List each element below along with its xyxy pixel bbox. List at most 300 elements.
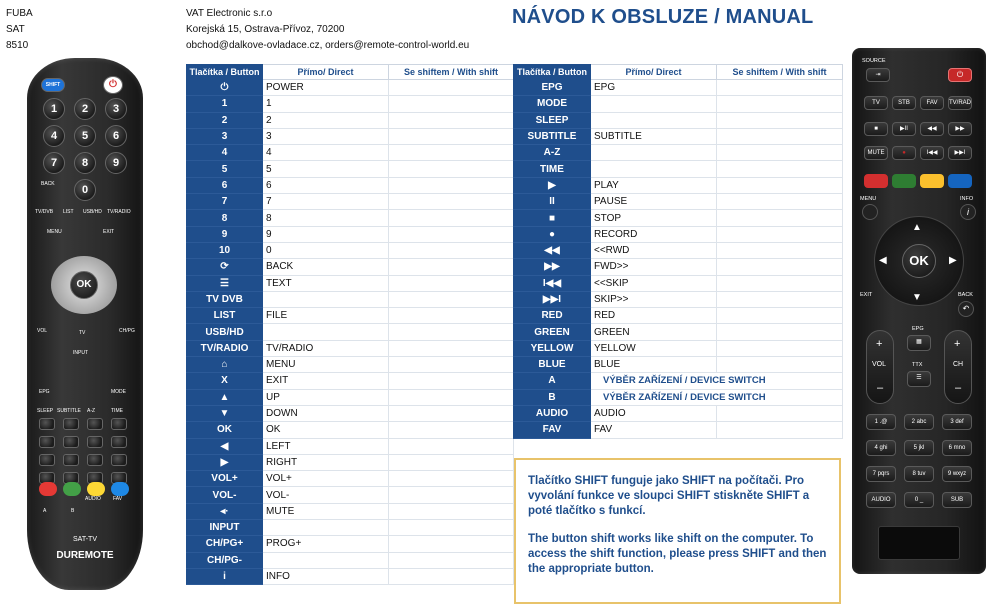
epg-label: EPG	[912, 326, 924, 332]
color-key-2	[87, 482, 105, 496]
color-key-0	[39, 482, 57, 496]
vol-label: VOL	[37, 328, 48, 334]
direct-cell: UP	[263, 389, 389, 405]
table-row	[514, 422, 843, 438]
direct-cell: INFO	[263, 568, 389, 584]
table-row	[514, 373, 843, 389]
direct-cell: 9	[263, 226, 389, 242]
table-row	[187, 177, 514, 193]
shift-cell	[717, 405, 843, 421]
sleep-label: SLEEP	[37, 408, 54, 414]
button-cell: SLEEP	[514, 112, 591, 128]
color-key-3	[111, 482, 129, 496]
button-cell: 10	[187, 242, 263, 258]
button-cell: ⟳	[187, 259, 263, 275]
direct-cell: <<SKIP	[591, 275, 717, 291]
ch-label: CH	[953, 361, 964, 368]
shift-cell	[389, 161, 514, 177]
button-cell: ⏻	[187, 80, 263, 96]
button-cell: VOL+	[187, 471, 263, 487]
fav-label: FAV	[113, 496, 123, 502]
shift-cell	[389, 194, 514, 210]
notice-czech: Tlačítko SHIFT funguje jako SHIFT na počítači. Pro vyvolání funkce ve sloupci SHIFT stiskněte SHIFT a poté tlačítko s funkcí.	[528, 475, 810, 517]
direct-cell	[263, 324, 389, 340]
direct-cell: PLAY	[591, 177, 717, 193]
small-button	[87, 436, 103, 448]
table-row	[514, 389, 843, 405]
shift-cell	[389, 145, 514, 161]
button-cell: ⌂	[187, 357, 263, 373]
shift-cell	[717, 340, 843, 356]
direct-cell: AUDIO	[591, 405, 717, 421]
table-row	[514, 405, 843, 421]
audio-label: AUDIO	[85, 496, 101, 502]
button-cell: B	[514, 389, 591, 405]
brand-label: DUREMOTE	[56, 550, 114, 561]
media-key: ●	[892, 146, 916, 160]
direct-cell	[263, 552, 389, 568]
direct-cell: FAV	[591, 422, 717, 438]
button-cell: TV/RADIO	[187, 340, 263, 356]
ttx-button: ☰	[907, 371, 931, 387]
table-row	[187, 161, 514, 177]
brand-line: FUBA	[6, 8, 33, 19]
table-row	[187, 128, 514, 144]
small-button	[39, 436, 55, 448]
button-cell: II	[514, 194, 591, 210]
button-cell: I◀◀	[514, 275, 591, 291]
up-arrow-icon: ▲	[912, 222, 922, 233]
input-label: INPUT	[73, 350, 88, 356]
header-shift: Se shiftem / With shift	[389, 65, 514, 80]
color-key-3	[948, 174, 972, 188]
direct-cell	[591, 112, 717, 128]
table-row	[514, 128, 843, 144]
vol-label: VOL	[872, 361, 887, 368]
direct-cell: <<RWD	[591, 242, 717, 258]
direct-cell: 8	[263, 210, 389, 226]
direct-cell: 1	[263, 96, 389, 112]
header-button: Tlačítka / Button	[187, 65, 263, 80]
shift-cell	[389, 405, 514, 421]
button-cell: 1	[187, 96, 263, 112]
notice-english: The button shift works like shift on the computer. To access the shift function, please press SHIFT and then the appropriate button.	[528, 533, 827, 575]
direct-cell: DOWN	[263, 405, 389, 421]
shift-cell	[389, 454, 514, 470]
table-row	[187, 438, 514, 454]
table-row	[187, 422, 514, 438]
menu-label: MENU	[860, 196, 877, 202]
epg-label: EPG	[39, 389, 50, 395]
button-cell: 3	[187, 128, 263, 144]
shift-cell	[717, 422, 843, 438]
button-cell: 6	[187, 177, 263, 193]
table-row	[514, 259, 843, 275]
shift-cell	[717, 96, 843, 112]
direct-cell: YELLOW	[591, 340, 717, 356]
mode-key-1: STB	[892, 96, 916, 110]
direct-cell: POWER	[263, 80, 389, 96]
vendor-name: VAT Electronic s.r.o	[186, 8, 273, 19]
back-icon: ↶	[958, 301, 974, 317]
small-button	[63, 418, 79, 430]
tvdvb-label: TV/DVB	[35, 209, 54, 215]
button-cell: 8	[187, 210, 263, 226]
button-cell: ◀	[187, 438, 263, 454]
digit-key-7: 7 pqrs	[866, 466, 896, 482]
button-table-right	[513, 64, 843, 439]
direct-cell: VOL-	[263, 487, 389, 503]
button-cell: LIST	[187, 308, 263, 324]
ch-plus: +	[954, 338, 961, 350]
button-cell: USB/HD	[187, 324, 263, 340]
table-row	[187, 291, 514, 307]
model-line: 8510	[6, 40, 29, 51]
audio-key: AUDIO	[866, 492, 896, 508]
table-row	[514, 340, 843, 356]
table-row	[187, 520, 514, 536]
button-cell: 7	[187, 194, 263, 210]
button-cell: TV DVB	[187, 291, 263, 307]
table-header	[514, 65, 843, 80]
button-cell: i	[187, 568, 263, 584]
table-row	[187, 389, 514, 405]
shift-cell	[389, 210, 514, 226]
color-key-1	[892, 174, 916, 188]
shift-cell	[717, 242, 843, 258]
time-label: TIME	[111, 408, 123, 414]
direct-cell: MUTE	[263, 503, 389, 519]
table-row	[514, 177, 843, 193]
direct-cell: EPG	[591, 80, 717, 96]
digit-key-4: 4 ghi	[866, 440, 896, 456]
table-row	[514, 226, 843, 242]
shift-cell	[389, 259, 514, 275]
ch-label: CH/PG	[119, 328, 135, 334]
shift-cell	[717, 210, 843, 226]
button-cell: INPUT	[187, 520, 263, 536]
table-row	[187, 568, 514, 584]
mute-button: MUTE	[864, 146, 888, 160]
button-cell: RED	[514, 308, 591, 324]
ttx-label: TTX	[912, 362, 923, 368]
shift-cell	[389, 308, 514, 324]
small-button	[39, 418, 55, 430]
table-row	[514, 308, 843, 324]
vendor-info	[186, 6, 469, 54]
sub-key: SUB	[942, 492, 972, 508]
digit-key-1: 1 .@	[866, 414, 896, 430]
direct-cell: RECORD	[591, 226, 717, 242]
vendor-address: Korejská 15, Ostrava-Přívoz, 70200	[186, 24, 345, 35]
direct-cell	[263, 291, 389, 307]
color-key-2	[920, 174, 944, 188]
epg-button: ▦	[907, 335, 931, 351]
button-cell: ▼	[187, 405, 263, 421]
table-row	[514, 275, 843, 291]
table-row	[514, 80, 843, 96]
shift-cell	[717, 194, 843, 210]
vendor-emails: obchod@dalkove-ovladace.cz, orders@remote-control-world.eu	[186, 40, 470, 51]
shift-cell	[389, 275, 514, 291]
exit-label: EXIT	[103, 229, 115, 235]
table-row	[187, 454, 514, 470]
menu-button	[862, 204, 878, 220]
table-row	[187, 373, 514, 389]
direct-cell: RIGHT	[263, 454, 389, 470]
table-body-right	[514, 80, 843, 439]
digit-button-7: 7	[43, 152, 65, 174]
left-arrow-icon: ◀	[879, 255, 887, 266]
table-row	[187, 503, 514, 519]
shift-cell	[389, 487, 514, 503]
direct-cell: PROG+	[263, 536, 389, 552]
back-label: BACK	[41, 181, 55, 187]
button-cell: BLUE	[514, 357, 591, 373]
digit-button-8: 8	[74, 152, 96, 174]
header-direct: Přímo/ Direct	[263, 65, 389, 80]
remote-right-image	[852, 48, 986, 574]
tvradio-label: TV/RADIO	[107, 209, 131, 215]
media-key: I◀◀	[920, 146, 944, 160]
direct-cell: 4	[263, 145, 389, 161]
digit-button-4: 4	[43, 125, 65, 147]
shift-cell	[389, 503, 514, 519]
direct-cell: BACK	[263, 259, 389, 275]
button-cell: SUBTITLE	[514, 128, 591, 144]
shift-cell	[389, 242, 514, 258]
button-cell: X	[187, 373, 263, 389]
direct-cell: TEXT	[263, 275, 389, 291]
ok-button: OK	[70, 271, 98, 299]
table-row	[514, 357, 843, 373]
button-cell: TIME	[514, 161, 591, 177]
media-key: ■	[864, 122, 888, 136]
table-row	[514, 96, 843, 112]
ch-minus: –	[955, 382, 962, 394]
shift-cell	[389, 177, 514, 193]
direct-cell: TV/RADIO	[263, 340, 389, 356]
small-button	[111, 436, 127, 448]
direct-cell	[263, 520, 389, 536]
shift-cell	[389, 80, 514, 96]
digit-key-8: 8 tuv	[904, 466, 934, 482]
direct-cell: OK	[263, 422, 389, 438]
button-cell: 9	[187, 226, 263, 242]
shift-cell	[389, 324, 514, 340]
shift-cell	[389, 552, 514, 568]
button-cell: ●	[514, 226, 591, 242]
exit-label: EXIT	[860, 292, 873, 298]
table-row	[187, 552, 514, 568]
shift-cell	[389, 226, 514, 242]
shift-cell	[389, 471, 514, 487]
small-button	[111, 454, 127, 466]
button-cell: CH/PG+	[187, 536, 263, 552]
table-row	[187, 226, 514, 242]
shift-cell	[389, 96, 514, 112]
shift-cell	[389, 422, 514, 438]
display-window	[878, 526, 960, 560]
digit-key-2: 2 abc	[904, 414, 934, 430]
direct-cell: SUBTITLE	[591, 128, 717, 144]
table-row	[514, 112, 843, 128]
table-body-left	[187, 80, 514, 585]
direct-cell: RED	[591, 308, 717, 324]
digit-button-5: 5	[74, 125, 96, 147]
shift-cell	[717, 177, 843, 193]
direct-cell: STOP	[591, 210, 717, 226]
zero-key: 0 _	[904, 492, 934, 508]
tv-label: TV	[79, 330, 86, 336]
shift-cell	[389, 520, 514, 536]
down-arrow-icon: ▼	[912, 292, 922, 303]
shift-cell	[389, 373, 514, 389]
button-cell: ▲	[187, 389, 263, 405]
table-row	[187, 145, 514, 161]
media-key: ◀◀	[920, 122, 944, 136]
device-info	[6, 6, 33, 54]
table-row	[187, 242, 514, 258]
shift-cell	[389, 128, 514, 144]
shift-cell	[389, 389, 514, 405]
shift-cell	[717, 259, 843, 275]
table-row	[514, 324, 843, 340]
shift-cell	[389, 357, 514, 373]
digit-button-6: 6	[105, 125, 127, 147]
shift-cell	[389, 291, 514, 307]
button-cell: ▶▶	[514, 259, 591, 275]
mode-label: MODE	[111, 389, 126, 395]
table-row	[187, 112, 514, 128]
digit-button-9: 9	[105, 152, 127, 174]
direct-cell	[591, 161, 717, 177]
b-label: B	[71, 508, 75, 514]
shift-cell	[389, 536, 514, 552]
table-row	[187, 471, 514, 487]
back-label: BACK	[958, 292, 973, 298]
ok-button: OK	[902, 244, 936, 278]
small-button	[39, 454, 55, 466]
small-button	[87, 418, 103, 430]
direct-cell	[591, 96, 717, 112]
az-label: A-Z	[87, 408, 96, 414]
subtitle-label: SUBTITLE	[57, 408, 81, 414]
color-key-1	[63, 482, 81, 496]
table-row	[187, 357, 514, 373]
shift-cell	[717, 161, 843, 177]
a-label: A	[43, 508, 47, 514]
media-key: ▶▶	[948, 122, 972, 136]
direct-cell: LEFT	[263, 438, 389, 454]
table-row	[187, 194, 514, 210]
list-label: LIST	[63, 209, 74, 215]
button-cell: A	[514, 373, 591, 389]
header-direct: Přímo/ Direct	[591, 65, 717, 80]
table-row	[187, 405, 514, 421]
button-cell: ■	[514, 210, 591, 226]
shift-notice	[514, 458, 841, 604]
table-row	[187, 308, 514, 324]
table-row	[514, 210, 843, 226]
shift-cell	[389, 568, 514, 584]
table-row	[514, 161, 843, 177]
button-cell: ▶	[187, 454, 263, 470]
button-cell: FAV	[514, 422, 591, 438]
mode-key-3: TV/RAD	[948, 96, 972, 110]
shift-cell	[389, 112, 514, 128]
direct-cell: EXIT	[263, 373, 389, 389]
button-cell: MODE	[514, 96, 591, 112]
button-cell: 4	[187, 145, 263, 161]
digit-button-2: 2	[74, 98, 96, 120]
digit-key-3: 3 def	[942, 414, 972, 430]
table-row	[514, 145, 843, 161]
vol-plus: +	[876, 338, 883, 350]
button-cell: YELLOW	[514, 340, 591, 356]
right-arrow-icon: ▶	[949, 255, 957, 266]
direct-cell: 0	[263, 242, 389, 258]
span-cell: VÝBĚR ZAŘÍZENÍ / DEVICE SWITCH	[591, 389, 843, 405]
direct-cell: MENU	[263, 357, 389, 373]
model-label: SAT-TV	[73, 536, 97, 543]
table-row	[514, 194, 843, 210]
media-key: ▶▶I	[948, 146, 972, 160]
digit-button-0: 0	[74, 179, 96, 201]
table-row	[187, 80, 514, 96]
table-row	[187, 324, 514, 340]
digit-button-3: 3	[105, 98, 127, 120]
digit-key-9: 9 wxyz	[942, 466, 972, 482]
button-cell: ▶	[514, 177, 591, 193]
direct-cell: GREEN	[591, 324, 717, 340]
button-table-left	[186, 64, 514, 585]
table-row	[187, 340, 514, 356]
digit-key-5: 5 jkl	[904, 440, 934, 456]
power-icon: ⏻	[103, 76, 123, 94]
button-cell: GREEN	[514, 324, 591, 340]
button-cell: VOL-	[187, 487, 263, 503]
table-header	[187, 65, 514, 80]
shift-cell	[717, 275, 843, 291]
button-cell: EPG	[514, 80, 591, 96]
direct-cell: FILE	[263, 308, 389, 324]
usbhd-label: USB/HD	[83, 209, 102, 215]
info-label: INFO	[960, 196, 974, 202]
small-button	[63, 454, 79, 466]
type-line: SAT	[6, 24, 25, 35]
direct-cell: FWD>>	[591, 259, 717, 275]
shift-cell	[717, 308, 843, 324]
remote-left-image	[27, 58, 143, 590]
digit-key-6: 6 mno	[942, 440, 972, 456]
table-row	[187, 487, 514, 503]
shift-cell	[717, 112, 843, 128]
vol-minus: –	[877, 382, 884, 394]
shift-cell	[717, 128, 843, 144]
button-cell: 5	[187, 161, 263, 177]
page-title: NÁVOD K OBSLUZE / MANUAL	[512, 6, 814, 28]
shift-cell	[717, 324, 843, 340]
table-row	[187, 96, 514, 112]
shift-cell	[389, 438, 514, 454]
color-key-0	[864, 174, 888, 188]
table-row	[514, 242, 843, 258]
table-row	[187, 210, 514, 226]
table-row	[187, 536, 514, 552]
shift-cell	[389, 340, 514, 356]
button-cell: A-Z	[514, 145, 591, 161]
